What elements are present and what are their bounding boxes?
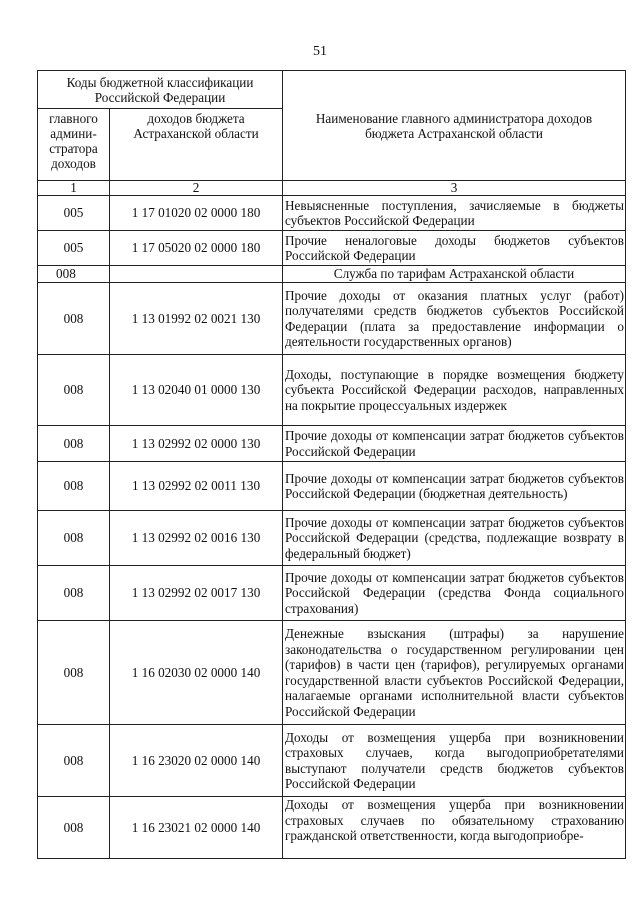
income-code-cell: 1 13 02992 02 0016 130 [110, 511, 283, 566]
admin-code-cell: 008 [38, 566, 110, 621]
header-admin-column: главного админи-стратора доходов [38, 109, 110, 181]
admin-code-cell: 008 [38, 511, 110, 566]
admin-code-cell: 008 [38, 355, 110, 426]
table-row [38, 725, 626, 797]
income-code-cell: 1 17 05020 02 0000 180 [110, 231, 283, 266]
page-number: 51 [313, 44, 327, 59]
admin-code-cell: 005 [38, 196, 110, 231]
admin-code-cell: 008 [38, 283, 110, 355]
admin-code-cell: 005 [38, 231, 110, 266]
table-body [38, 71, 626, 859]
income-code-cell: 1 13 02992 02 0017 130 [110, 566, 283, 621]
income-code-cell: 1 16 23020 02 0000 140 [110, 725, 283, 797]
income-code-cell: 1 17 01020 02 0000 180 [110, 196, 283, 231]
table-row [38, 283, 626, 355]
income-name-cell: Доходы от возмещения ущерба при возникновении страховых случаев, когда выгодоприобретателями выступают получатели средств бюджетов субъектов Российской Федерации [283, 725, 626, 797]
income-name-cell: Прочие неналоговые доходы бюджетов субъектов Российской Федерации [283, 231, 626, 266]
table-row [38, 566, 626, 621]
income-name-cell: Денежные взыскания (штрафы) за нарушение законодательства о государственном регулировании цен (тарифов) в части цен (тарифов), регулируемых органами государственной власти субъектов Российской Федерации, налагаемые органами исполнительной власти субъектов Российской Федерации [283, 621, 626, 725]
table-row [38, 462, 626, 511]
admin-code-cell: 008 [38, 462, 110, 511]
income-code-cell: 1 13 02992 02 0011 130 [110, 462, 283, 511]
header-code-column: доходов бюджета Астраханской области [110, 109, 283, 181]
column-number-2: 2 [110, 181, 283, 196]
income-code-cell: 1 16 23021 02 0000 140 [110, 797, 283, 859]
income-name-cell: Прочие доходы от компенсации затрат бюджетов субъектов Российской Федерации (бюджетная деятельность) [283, 462, 626, 511]
table-row [38, 196, 626, 231]
budget-codes-table [37, 70, 626, 859]
income-name-cell: Невыясненные поступления, зачисляемые в бюджеты субъектов Российской Федерации [283, 196, 626, 231]
admin-code-cell: 008 [38, 725, 110, 797]
admin-code-cell: 008 [38, 797, 110, 859]
income-name-cell: Прочие доходы от компенсации затрат бюджетов субъектов Российской Федерации (средства Фонда социального страхования) [283, 566, 626, 621]
admin-code-cell: 008 [38, 426, 110, 462]
table-row [38, 426, 626, 462]
income-code-cell: 1 13 01992 02 0021 130 [110, 283, 283, 355]
column-number-3: 3 [283, 181, 626, 196]
income-name-cell: Доходы от возмещения ущерба при возникновении страховых случаев по обязательному страхованию гражданской ответственности, когда выгодоприобре- [283, 797, 626, 859]
income-name-cell: Прочие доходы от оказания платных услуг (работ) получателями средств бюджетов субъектов Российской Федерации (плата за предоставление информации о деятельности государственных органов) [283, 283, 626, 355]
header-row-group [38, 71, 626, 109]
table-row [38, 355, 626, 426]
column-number-1: 1 [38, 181, 110, 196]
income-code-cell [110, 266, 283, 283]
admin-code-cell: 008 [38, 266, 110, 283]
section-row [38, 266, 626, 283]
income-code-cell: 1 13 02992 02 0000 130 [110, 426, 283, 462]
section-title-cell: Служба по тарифам Астраханской области [283, 266, 626, 283]
table-row [38, 511, 626, 566]
income-code-cell: 1 13 02040 01 0000 130 [110, 355, 283, 426]
income-name-cell: Прочие доходы от компенсации затрат бюджетов субъектов Российской Федерации (средства, подлежащие возврату в федеральный бюджет) [283, 511, 626, 566]
income-name-cell: Прочие доходы от компенсации затрат бюджетов субъектов Российской Федерации [283, 426, 626, 462]
column-numbers-row [38, 181, 626, 196]
header-codes-group: Коды бюджетной классификации Российской Федерации [38, 71, 283, 109]
table-row [38, 231, 626, 266]
table-row [38, 797, 626, 859]
admin-code-cell: 008 [38, 621, 110, 725]
income-code-cell: 1 16 02030 02 0000 140 [110, 621, 283, 725]
income-name-cell: Доходы, поступающие в порядке возмещения бюджету субъекта Российской Федерации расходов, направленных на покрытие процессуальных издержек [283, 355, 626, 426]
table-row [38, 621, 626, 725]
header-name-column: Наименование главного администратора доходов бюджета Астраханской области [283, 71, 626, 181]
